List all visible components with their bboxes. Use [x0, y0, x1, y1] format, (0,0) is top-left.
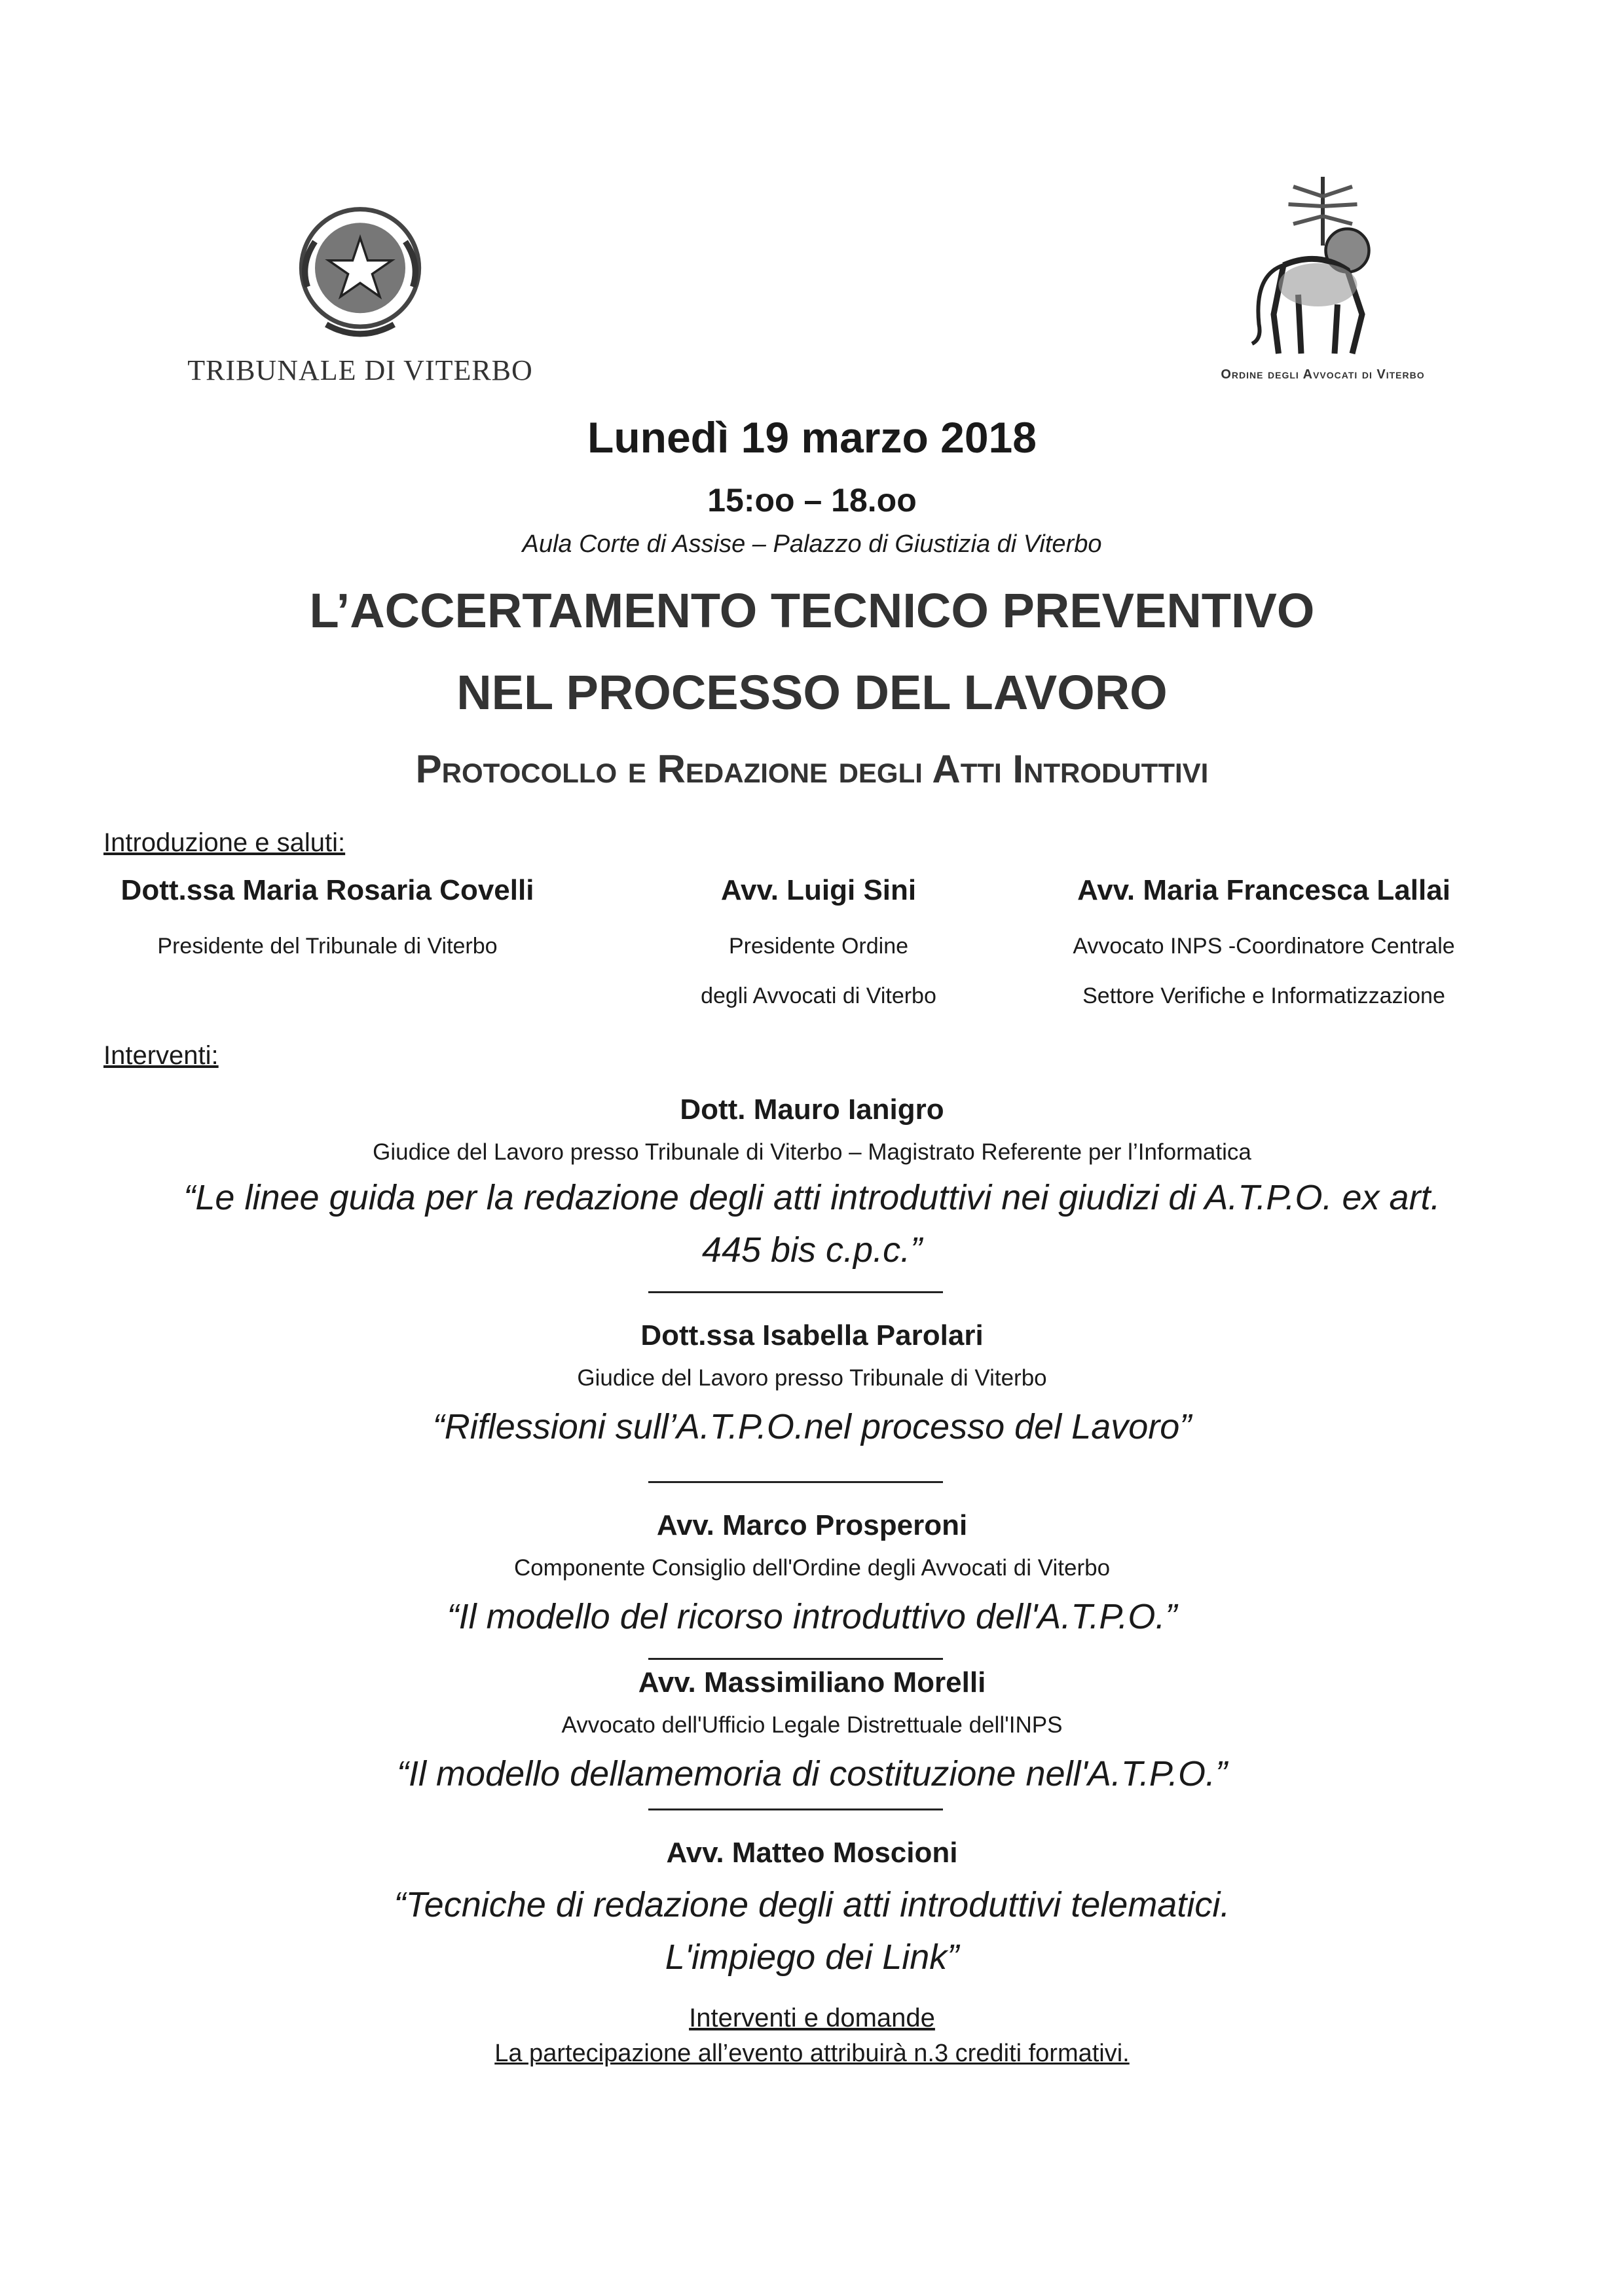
intervention-speaker-name: Avv. Marco Prosperoni [656, 1509, 968, 1541]
divider [648, 1481, 943, 1483]
speaker-role-line2: degli Avvocati di Viterbo [701, 983, 936, 1008]
intervention-talk-title: “Il modello del ricorso introduttivo dell'A.T.P.O.” [447, 1597, 1177, 1636]
intro-speaker [995, 874, 1532, 1021]
intervention-speaker-role: Giudice del Lavoro presso Tribunale di Viterbo [577, 1365, 1047, 1391]
intervention-speaker-name: Dott. Mauro Ianigro [680, 1093, 944, 1126]
speaker-name: Avv. Luigi Sini [720, 874, 917, 906]
event-venue: Aula Corte di Assise – Palazzo di Giustizia di Viterbo [522, 530, 1102, 558]
divider [648, 1291, 943, 1293]
event-subtitle: Protocollo e Redazione degli Atti Introduttivi [415, 747, 1209, 791]
speaker-name: Avv. Maria Francesca Lallai [1077, 874, 1450, 906]
intro-label: Introduzione e saluti: [103, 828, 346, 857]
italian-emblem-icon [285, 196, 435, 347]
interventions-label: Interventi: [103, 1041, 219, 1070]
ordine-name: Ordine degli Avvocati di Viterbo [1221, 367, 1425, 382]
divider [648, 1808, 943, 1810]
intervention-talk-title: “Il modello dellamemoria di costituzione nell'A.T.P.O.” [397, 1754, 1227, 1793]
intervention-speaker-role: Avvocato dell'Ufficio Legale Distrettuale dell'INPS [561, 1712, 1063, 1738]
intervention-speaker-name: Avv. Matteo Moscioni [666, 1837, 958, 1869]
intervention-talk-title: “Le linee guida per la redazione degli atti introduttivi nei giudizi di A.T.P.O. ex art. [183, 1178, 1441, 1217]
speaker-role: Presidente del Tribunale di Viterbo [157, 934, 498, 959]
event-title-line2: NEL PROCESSO DEL LAVORO [456, 665, 1168, 720]
speaker-name: Dott.ssa Maria Rosaria Covelli [120, 874, 534, 906]
event-time: 15:oo – 18.oo [707, 482, 917, 519]
intervention-speaker-role: Componente Consiglio dell'Ordine degli Avvocati di Viterbo [513, 1555, 1111, 1581]
intervention-speaker-role: Giudice del Lavoro presso Tribunale di Viterbo – Magistrato Referente per l’Informatica [373, 1139, 1251, 1165]
intro-speaker [661, 874, 976, 1021]
event-title-line1: L’ACCERTAMENTO TECNICO PREVENTIVO [309, 583, 1315, 638]
closing-qa [0, 2004, 1624, 2033]
speaker-role-line1: Presidente Ordine [728, 934, 909, 959]
ordine-logo [1166, 167, 1480, 382]
intro-speaker [98, 874, 557, 971]
speaker-role-line1: Avvocato INPS -Coordinatore Centrale [1073, 934, 1455, 959]
closing-qa-text: Interventi e domande [689, 2004, 935, 2032]
speaker-role-line2: Settore Verifiche e Informatizzazione [1082, 983, 1445, 1008]
intervention-speaker-name: Avv. Massimiliano Morelli [638, 1666, 986, 1698]
intervention-speaker-name: Dott.ssa Isabella Parolari [640, 1319, 984, 1351]
closing-credits-text: La partecipazione all’evento attribuirà n.3 crediti formativi. [494, 2040, 1130, 2067]
closing-credits [0, 2040, 1624, 2068]
divider [648, 1658, 943, 1660]
tribunale-name: TRIBUNALE DI VITERBO [187, 354, 533, 386]
intervention-talk-title: “Tecniche di redazione degli atti introduttivi telematici. [394, 1885, 1230, 1924]
intervention-talk-title: “Riflessioni sull’A.T.P.O.nel processo del Lavoro” [432, 1407, 1192, 1446]
intervention-talk-title-cont: 445 bis c.p.c.” [701, 1230, 923, 1270]
lion-palm-emblem-icon [1225, 167, 1421, 363]
speaker-role [995, 921, 1532, 1021]
event-date: Lunedì 19 marzo 2018 [587, 413, 1037, 462]
tribunale-logo [157, 196, 563, 387]
speaker-role [661, 921, 976, 1021]
intervention-talk-title-cont: L'impiego dei Link” [665, 1937, 959, 1977]
